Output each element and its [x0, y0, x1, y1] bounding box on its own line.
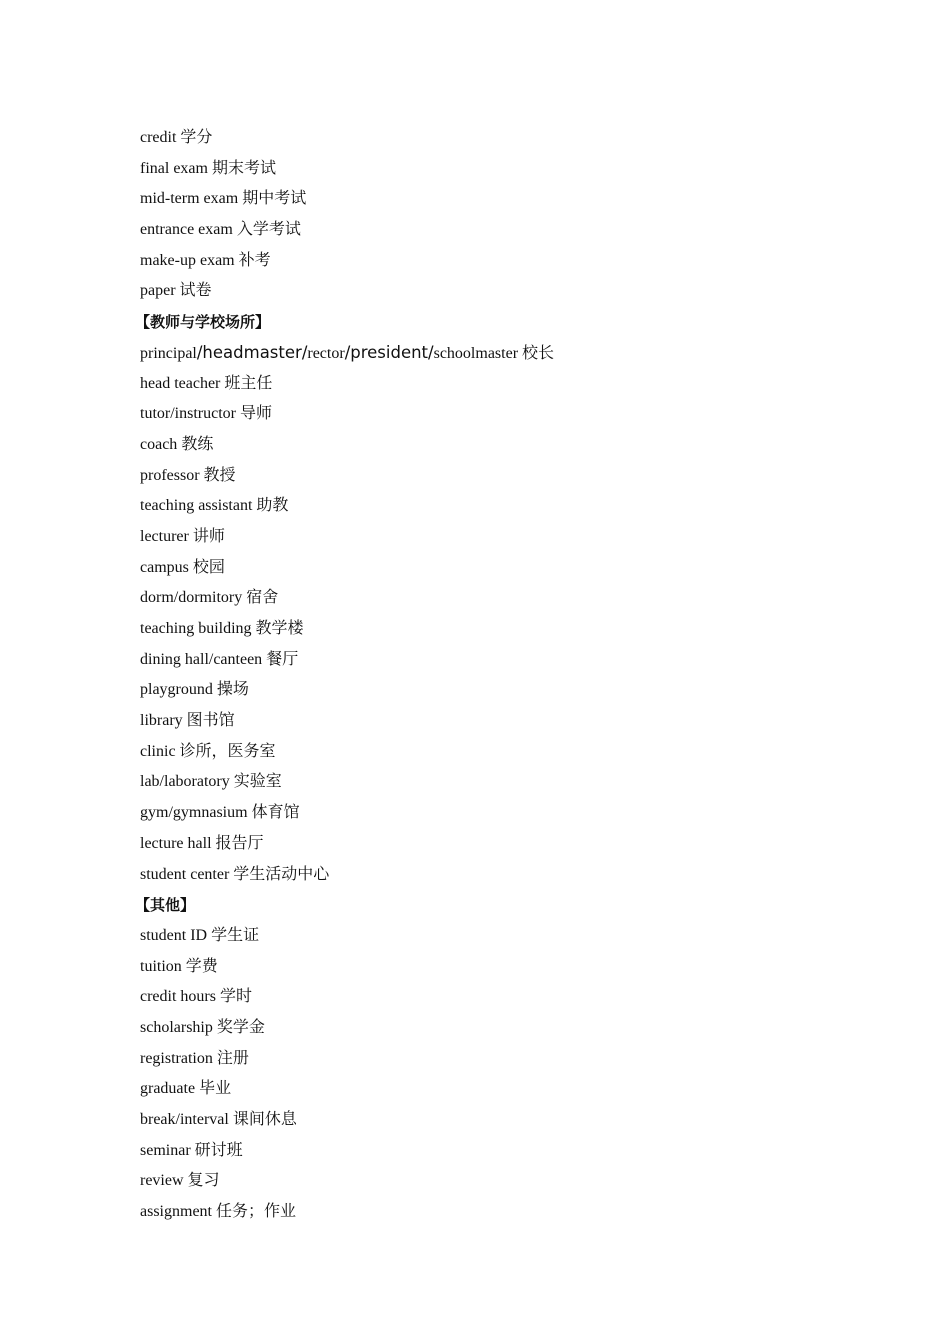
term-zh: 学生活动中心	[233, 865, 330, 883]
term-en: teaching assistant	[140, 497, 253, 515]
term-zh: 期末考试	[211, 159, 276, 177]
term-en: credit	[140, 129, 177, 146]
vocab-line	[140, 1136, 840, 1167]
term-zh: 补考	[238, 251, 271, 269]
term-zh: 操场	[216, 681, 249, 699]
term-en: library	[140, 712, 183, 730]
term-en: tuition	[140, 957, 182, 975]
vocab-line	[140, 215, 840, 246]
term-en: seminar	[140, 1141, 191, 1159]
vocab-line	[140, 952, 840, 983]
term-zh: 学时	[219, 988, 252, 1006]
term-zh: 注册	[216, 1049, 249, 1067]
vocab-line	[140, 276, 840, 307]
vocab-line	[140, 982, 840, 1013]
vocab-line	[140, 1044, 840, 1075]
term-zh: 教练	[181, 435, 214, 453]
term-zh: 学费	[185, 957, 218, 975]
vocab-line	[140, 675, 840, 706]
term-en: entrance exam	[140, 221, 233, 239]
term-en: rector	[307, 344, 345, 362]
term-en: clinic	[140, 742, 176, 760]
vocab-line	[140, 522, 840, 553]
term-zh: 奖学金	[216, 1018, 265, 1036]
vocab-line	[140, 921, 840, 952]
term-en: student ID	[140, 926, 208, 944]
term-en: teaching building	[140, 620, 252, 637]
vocab-line	[140, 338, 840, 369]
vocab-line	[140, 767, 840, 798]
term-en: mid-term exam	[140, 190, 239, 208]
term-en: final exam	[140, 159, 208, 177]
vocab-line	[140, 798, 840, 829]
term-zh: 诊所，医务室	[179, 742, 276, 760]
vocab-line	[140, 184, 840, 215]
vocab-line	[140, 154, 840, 185]
vocab-line	[140, 706, 840, 737]
term-en: schoolmaster	[433, 344, 519, 362]
term-en: lecturer	[140, 527, 189, 545]
vocab-line	[140, 1105, 840, 1136]
vocab-line	[140, 737, 840, 768]
term-en: coach	[140, 435, 178, 453]
term-zh: 复习	[187, 1172, 220, 1190]
term-en: professor	[140, 466, 200, 484]
term-zh: 学生证	[211, 926, 260, 944]
term-zh: 校园	[192, 558, 225, 576]
term-zh: 餐厅	[266, 650, 299, 668]
term-zh: 报告厅	[215, 834, 264, 852]
term-en: assignment	[140, 1203, 212, 1221]
vocab-line	[140, 491, 840, 522]
term-zh: 助教	[256, 497, 289, 515]
term-zh: 校长	[522, 344, 555, 362]
term-en: break/interval	[140, 1111, 229, 1128]
term-zh: 任务；作业	[216, 1203, 297, 1221]
vocab-line	[140, 1074, 840, 1105]
term-en: dorm/dormitory	[140, 589, 243, 607]
term-en: student center	[140, 865, 230, 883]
vocab-line	[140, 399, 840, 430]
vocab-line	[140, 645, 840, 676]
term-en: make-up exam	[140, 251, 235, 269]
vocabulary-list	[135, 123, 840, 1228]
vocab-line	[140, 829, 840, 860]
term-zh: 导师	[239, 405, 272, 423]
section-heading: 【教师与学校场所】	[135, 313, 271, 332]
term-zh: 图书馆	[186, 712, 235, 730]
term-en: scholarship	[140, 1018, 213, 1036]
vocab-line	[140, 246, 840, 277]
term-en: dining hall/canteen	[140, 650, 263, 668]
term-zh: 实验室	[233, 773, 282, 791]
vocab-line	[140, 614, 840, 645]
term-en: tutor/instructor	[140, 405, 236, 423]
vocab-line	[140, 860, 840, 891]
vocab-line	[140, 369, 840, 400]
term-zh: 课间休息	[232, 1111, 297, 1128]
term-en: credit hours	[140, 988, 216, 1006]
vocab-line	[140, 553, 840, 584]
vocab-line	[140, 461, 840, 492]
term-zh: 体育馆	[251, 804, 300, 822]
term-en: review	[140, 1172, 184, 1190]
term-en: registration	[140, 1049, 213, 1067]
section-heading: 【其他】	[135, 896, 196, 915]
term-zh: 教学楼	[255, 620, 304, 637]
vocab-line	[140, 583, 840, 614]
term-en: principal	[140, 344, 197, 362]
term-en: /headmaster/	[196, 342, 308, 362]
term-zh: 教授	[203, 466, 236, 484]
term-zh: 毕业	[199, 1080, 232, 1098]
term-zh: 学分	[180, 129, 213, 146]
term-en: playground	[140, 681, 213, 699]
term-zh: 入学考试	[236, 221, 301, 239]
term-en: campus	[140, 558, 189, 576]
term-en: graduate	[140, 1080, 196, 1098]
term-zh: 讲师	[192, 527, 225, 545]
term-zh: 试卷	[179, 282, 212, 300]
term-en: /president/	[344, 342, 434, 362]
term-en: lecture hall	[140, 834, 212, 852]
term-en: lab/laboratory	[140, 773, 230, 791]
term-en: head teacher	[140, 374, 221, 392]
vocab-line	[140, 430, 840, 461]
vocab-line	[140, 1197, 840, 1228]
term-zh: 期中考试	[242, 190, 307, 208]
term-zh: 宿舍	[246, 589, 279, 607]
term-en: gym/gymnasium	[140, 804, 248, 822]
vocab-line	[140, 123, 840, 154]
vocab-line	[140, 1166, 840, 1197]
term-zh: 研讨班	[194, 1141, 243, 1159]
vocab-line	[140, 1013, 840, 1044]
term-zh: 班主任	[224, 374, 273, 392]
term-en: paper	[140, 282, 176, 300]
